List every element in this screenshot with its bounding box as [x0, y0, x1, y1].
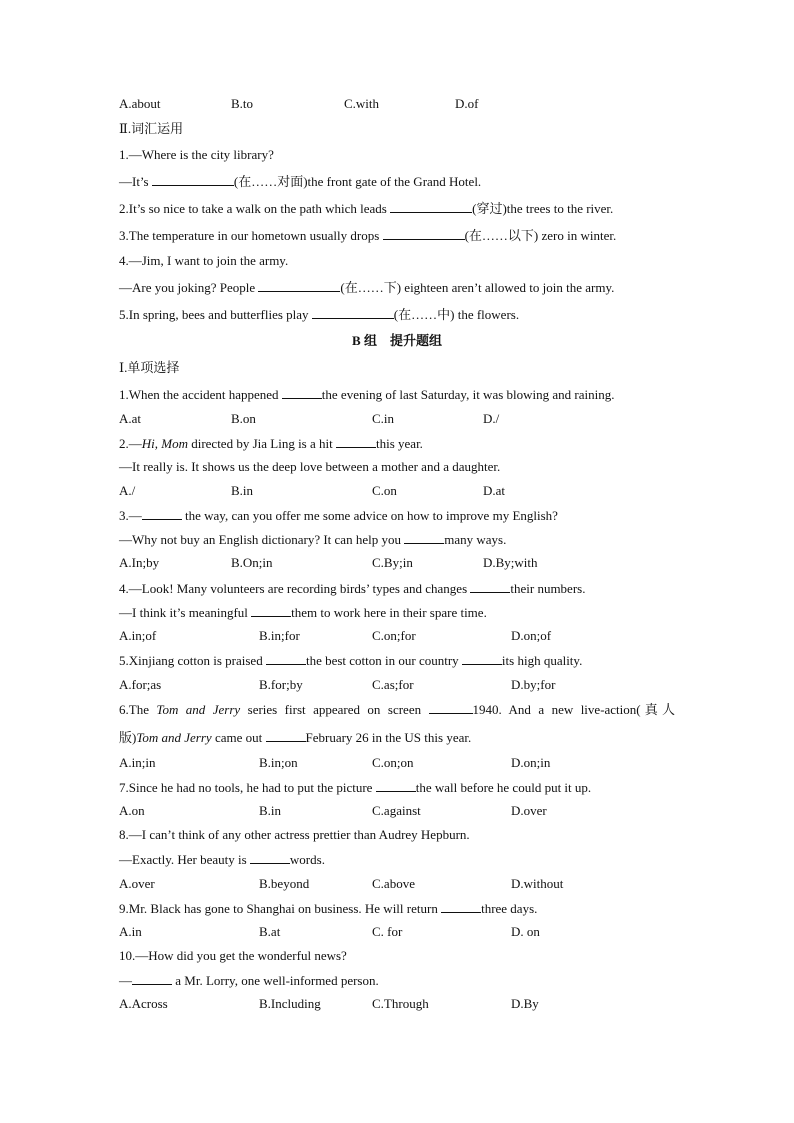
option-d[interactable]: D. on [511, 924, 540, 939]
answer-blank[interactable] [266, 729, 306, 742]
mc-q3-reply: —Why not buy an English dictionary? It can help you many ways. [119, 532, 507, 547]
section-title-multiple-choice: Ⅰ.单项选择 [119, 360, 180, 375]
mc-q8-reply: —Exactly. Her beauty is words. [119, 852, 325, 867]
mc-q3-stem: 3.— the way, can you offer me some advice on how to improve my English? [119, 508, 558, 523]
option-b[interactable]: B.beyond [259, 876, 310, 891]
group-b-title: B 组 提升题组 [352, 333, 442, 348]
mc-q7-stem: 7.Since he had no tools, he had to put the picture the wall before he could put it up. [119, 780, 592, 795]
option-b[interactable]: B.in [259, 803, 282, 818]
option-c[interactable]: C.above [372, 876, 415, 891]
answer-blank[interactable] [376, 779, 416, 792]
option-c[interactable]: C.in [372, 411, 395, 426]
option-d[interactable]: D.without [511, 876, 564, 891]
option-d[interactable]: D.on;of [511, 628, 552, 643]
option-a[interactable]: A./ [119, 483, 136, 498]
answer-blank[interactable] [266, 652, 306, 665]
mc-q10-stem: 10.—How did you get the wonderful news? [119, 948, 347, 963]
series-title: Tom and Jerry [136, 730, 212, 745]
answer-blank[interactable] [152, 173, 234, 186]
option-c[interactable]: C. for [372, 924, 403, 939]
option-d[interactable]: D.on;in [511, 755, 551, 770]
option-b[interactable]: B.in;for [259, 628, 300, 643]
option-a[interactable]: A.in;of [119, 628, 157, 643]
option-a[interactable]: A.over [119, 876, 155, 891]
mc-q2-reply: —It really is. It shows us the deep love between a mother and a daughter. [119, 459, 501, 474]
answer-blank[interactable] [282, 386, 322, 399]
series-title: Tom and Jerry [156, 702, 241, 717]
vocab-q1-stem: 1.—Where is the city library? [119, 147, 274, 162]
mc-q6-stem: 6.The Tom and Jerry series first appeared on screen 1940. And a new live-action(真人 [119, 702, 676, 717]
option-a[interactable]: A.in [119, 924, 142, 939]
option-c[interactable]: C.on;on [372, 755, 414, 770]
option-c[interactable]: C.against [372, 803, 421, 818]
option-a[interactable]: A.in;in [119, 755, 156, 770]
answer-blank[interactable] [336, 435, 376, 448]
mc-q9-stem: 9.Mr. Black has gone to Shanghai on business. He will return three days. [119, 901, 538, 916]
vocab-q1-answer: —It’s (在……对面)the front gate of the Grand Hotel. [119, 174, 482, 189]
option-c[interactable]: C.on [372, 483, 397, 498]
option-a[interactable]: A.for;as [119, 677, 162, 692]
answer-blank[interactable] [470, 580, 510, 593]
answer-blank[interactable] [383, 227, 465, 240]
movie-title: Hi, Mom [141, 436, 188, 451]
section-title-vocabulary: Ⅱ.词汇运用 [119, 121, 184, 136]
vocab-q2: 2.It’s so nice to take a walk on the path which leads (穿过)the trees to the river. [119, 201, 614, 216]
mc-q2-stem: 2.—Hi, Mom directed by Jia Ling is a hit this year. [119, 436, 423, 451]
answer-blank[interactable] [462, 652, 502, 665]
option-a[interactable]: A.Across [119, 996, 168, 1011]
option-b[interactable]: B.in;on [259, 755, 298, 770]
answer-blank[interactable] [312, 306, 394, 319]
answer-blank[interactable] [132, 972, 172, 985]
mc-q5-stem: 5.Xinjiang cotton is praised the best cotton in our country its high quality. [119, 653, 583, 668]
answer-blank[interactable] [258, 279, 340, 292]
option-a[interactable]: A.at [119, 411, 142, 426]
option-d[interactable]: D.at [483, 483, 506, 498]
answer-blank[interactable] [251, 604, 291, 617]
option-d[interactable]: D.over [511, 803, 547, 818]
mc-q8-stem: 8.—I can’t think of any other actress prettier than Audrey Hepburn. [119, 827, 470, 842]
option-b: B.to [231, 96, 254, 111]
option-c[interactable]: C.Through [372, 996, 429, 1011]
option-b[interactable]: B.in [231, 483, 254, 498]
option-b[interactable]: B.On;in [231, 555, 273, 570]
mc-q6-stem-continued: 版)Tom and Jerry came out February 26 in the US this year. [119, 730, 472, 745]
mc-q4-reply: —I think it’s meaningful them to work here in their spare time. [119, 605, 487, 620]
mc-q4-stem: 4.—Look! Many volunteers are recording birds’ types and changes their numbers. [119, 581, 586, 596]
answer-blank[interactable] [429, 701, 473, 714]
option-b[interactable]: B.for;by [259, 677, 303, 692]
mc-q10-reply: — a Mr. Lorry, one well-informed person. [119, 973, 379, 988]
option-d[interactable]: D.By [511, 996, 539, 1011]
vocab-q4-stem: 4.—Jim, I want to join the army. [119, 253, 289, 268]
option-a: A.about [119, 96, 161, 111]
option-d[interactable]: D.By;with [483, 555, 538, 570]
answer-blank[interactable] [142, 507, 182, 520]
option-d[interactable]: D./ [483, 411, 500, 426]
option-d[interactable]: D.by;for [511, 677, 556, 692]
option-b[interactable]: B.on [231, 411, 256, 426]
option-a[interactable]: A.In;by [119, 555, 160, 570]
option-b[interactable]: B.Including [259, 996, 321, 1011]
option-c[interactable]: C.By;in [372, 555, 413, 570]
mc-q1-stem: 1.When the accident happened the evening of last Saturday, it was blowing and raining. [119, 387, 615, 402]
vocab-q5: 5.In spring, bees and butterflies play (在……中) the flowers. [119, 307, 520, 322]
vocab-q3: 3.The temperature in our hometown usually drops (在……以下) zero in winter. [119, 228, 617, 243]
vocab-q4-answer: —Are you joking? People (在……下) eighteen aren’t allowed to join the army. [119, 280, 615, 295]
option-c[interactable]: C.as;for [372, 677, 414, 692]
option-a[interactable]: A.on [119, 803, 145, 818]
answer-blank[interactable] [390, 200, 472, 213]
answer-blank[interactable] [250, 851, 290, 864]
option-d: D.of [455, 96, 479, 111]
option-b[interactable]: B.at [259, 924, 281, 939]
option-c: C.with [344, 96, 380, 111]
answer-blank[interactable] [404, 531, 444, 544]
answer-blank[interactable] [441, 900, 481, 913]
option-c[interactable]: C.on;for [372, 628, 416, 643]
